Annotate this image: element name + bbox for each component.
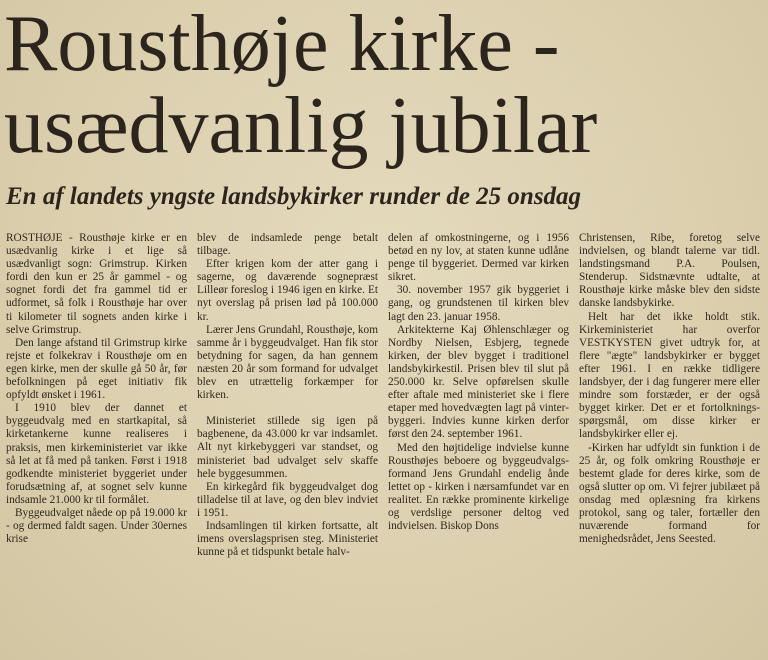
article-paragraph: 30. november 1957 gik byggeriet i gang, og grundstenen til kirken blev lagt den 23. januar 1958. — [388, 284, 569, 323]
article-paragraph: Byggeudvalget nåede op på 19.000 kr - og dermed faldt sagen. Under 30ernes krise — [6, 506, 187, 546]
article-paragraph: Den lange afstand til Grimstrup kirke rejste et folkekrav i Rousthøje om en egen kirke, men der skulle gå 50 år, før befolkningen på eget initiativ fik opfyldt ønsket i 1961. — [6, 336, 187, 402]
headline-line-1: Rousthøje kirke - — [4, 0, 560, 88]
article-paragraph: blev de indsamlede penge betalt tilbage. — [197, 232, 378, 258]
article-body — [6, 232, 764, 658]
article-paragraph: Med den højtidelige indvielse kunne Rousthøjes beboere og byggeudvalgs-formand Jens Grundahl endelig ånde lettet op - kirken i nærsamfundet var en realitet. En række prominente kirkelige og verdslige personer deltog ved indvielsen. Biskop Dons — [388, 441, 569, 533]
article-paragraph: ROSTHØJE - Rousthøje kirke er en usædvanlig kirke i et lige så usædvanligt sogn: Grimstrup. Kirken fordi den kun er 25 år gammel - og sognet fordi det fra gammel tid er udformet, så folk i Rousthøje har over ti kilometer til sognets anden kirke i selve Grimstrup. — [6, 232, 187, 336]
article-column-2 — [197, 232, 378, 658]
article-paragraph: I 1910 blev der dannet et byggeudvalg med en startkapital, så kirketankerne kunne realiseres i praksis, men kirkeministeriet var ikke så let at få med på tanken. Først i 1918 godkendte ministeriet byggeriet under forudsætning af, at sognet selv kunne indsamle 21.000 kr til formålet. — [6, 402, 187, 506]
headline-line-2: usædvanlig jubilar — [4, 82, 598, 170]
article-paragraph: delen af omkostningerne, og i 1956 betød en ny lov, at staten kunne udlåne penge til byggeriet. Dermed var kirken sikret. — [388, 232, 569, 284]
article-column-1 — [6, 232, 187, 658]
subheadline: En af landets yngste landsbykirker runder de 25 onsdag — [6, 183, 582, 210]
article-paragraph: Indsamlingen til kirken fortsatte, alt imens overslagsprisen steg. Ministeriet kunne på et tidspunkt betale halv- — [197, 519, 378, 559]
article-paragraph: Helt har det ikke holdt stik. Kirkeministeriet har overfor VESTKYSTEN givet udtryk for, at flere "ægte" landsbykirker er bygget efter 1961. I en række tidligere landsbyer, der i dag fungerer mere eller mindre som forstæder, er der også bygget kirker. Det er et fortolknings-spørgsmål, om disse kirker er landsbykirker eller ej. — [579, 310, 760, 441]
article-paragraph: En kirkegård fik byggeudvalget dog tilladelse til at lave, og den blev indviet i 1951. — [197, 480, 378, 519]
article-column-3 — [388, 232, 569, 658]
article-paragraph: Ministeriet stillede sig igen på bagbenene, da 43.000 kr var indsamlet. Alt nyt kirkebyggeri var standset, og ministeriet bad udvalget selv skaffe hele byggesummen. — [197, 415, 378, 480]
article-paragraph: -Kirken har udfyldt sin funktion i de 25 år, og folk omkring Rousthøje er bestemt glade for deres kirke, som de også slutter op om. Vi fejrer jubilæet på onsdag med oplæsning fra kirkens protokol, sang og taler, fortæller den nuværende formand for menighedsrådet, Jens Seested. — [579, 441, 760, 546]
article-paragraph: Christensen, Ribe, foretog selve indvielsen, og blandt talerne var tidl. landstingsmand P.A. Poulsen, Stenderup. Sidstnævnte udtalte, at Rousthøje kirke måske blev den sidste danske landsbykirke. — [579, 232, 760, 310]
article-paragraph: Lærer Jens Grundahl, Rousthøje, kom samme år i byggeudvalget. Han fik stor betydning for sagen, da han gennem næsten 20 år som formand for udvalget blev en utrættelig forkæmper for kirken. — [197, 323, 378, 402]
article-paragraph: Arkitekterne Kaj Øhlenschlæger og Nordby Nielsen, Esbjerg, tegnede kirken, der blev bygget i traditionel landsbykirkestil. Prisen blev til slut på 250.000 kr. Selve opførelsen skulle efter aftale med ministeriet ske i flere etaper med hovedvægten lagt på vinter-byggeri. Indvies kunne kirken derfor først den 24. september 1961. — [388, 323, 569, 441]
article-column-4 — [579, 232, 760, 658]
article-paragraph: Efter krigen kom der atter gang i sagerne, og daværende sognepræst Lilleør foreslog i 1946 igen en kirke. Et nyt overslag på prisen lød på 100.000 kr. — [197, 258, 378, 323]
